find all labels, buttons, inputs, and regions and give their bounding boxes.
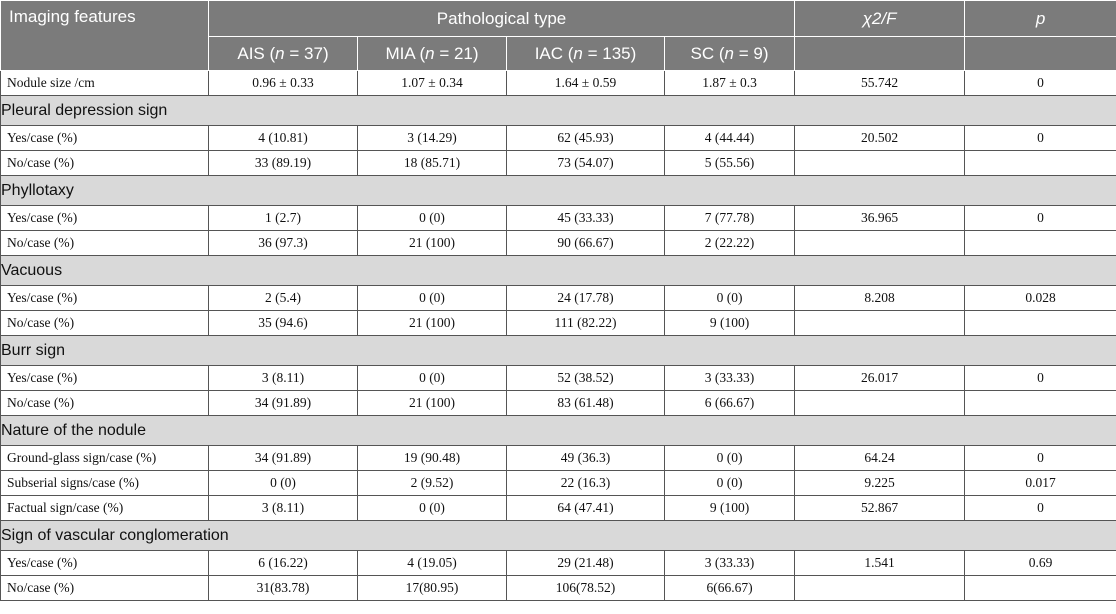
table-row [1, 366, 1116, 391]
cell-p [965, 231, 1116, 256]
cell-iac: 52 (38.52) [507, 366, 665, 391]
cell-ais: 1 (2.7) [209, 206, 358, 231]
cell-iac: 111 (82.22) [507, 311, 665, 336]
cell-chi: 36.965 [795, 206, 965, 231]
cell-mia: 0 (0) [358, 496, 507, 521]
table-row [1, 446, 1116, 471]
section-title-pleural-depression: Pleural depression sign [1, 96, 1116, 126]
cell-ais: 0 (0) [209, 471, 358, 496]
section-title-vacuous: Vacuous [1, 256, 1116, 286]
header-blank-chi [795, 37, 965, 71]
cell-iac: 64 (47.41) [507, 496, 665, 521]
row-label: No/case (%) [1, 576, 209, 601]
cell-iac: 73 (54.07) [507, 151, 665, 176]
cell-p [965, 391, 1116, 416]
cell-ais: 33 (89.19) [209, 151, 358, 176]
cell-ais: 2 (5.4) [209, 286, 358, 311]
cell-chi: 1.541 [795, 551, 965, 576]
cell-iac: 45 (33.33) [507, 206, 665, 231]
section-title-vascular-conglomeration: Sign of vascular conglomeration [1, 521, 1116, 551]
section-row [1, 336, 1116, 366]
section-title-phyllotaxy: Phyllotaxy [1, 176, 1116, 206]
cell-chi: 8.208 [795, 286, 965, 311]
table-row [1, 231, 1116, 256]
cell-mia: 4 (19.05) [358, 551, 507, 576]
cell-sc: 3 (33.33) [665, 551, 795, 576]
cell-mia: 3 (14.29) [358, 126, 507, 151]
cell-ais: 3 (8.11) [209, 366, 358, 391]
cell-sc: 0 (0) [665, 446, 795, 471]
cell-chi: 9.225 [795, 471, 965, 496]
table-row [1, 551, 1116, 576]
cell-mia: 21 (100) [358, 311, 507, 336]
cell-ais: 31(83.78) [209, 576, 358, 601]
cell-chi: 64.24 [795, 446, 965, 471]
row-label: No/case (%) [1, 311, 209, 336]
row-label: Subserial signs/case (%) [1, 471, 209, 496]
row-label: Yes/case (%) [1, 126, 209, 151]
cell-iac: 29 (21.48) [507, 551, 665, 576]
cell-sc: 0 (0) [665, 471, 795, 496]
cell-p: 0.028 [965, 286, 1116, 311]
cell-mia: 1.07 ± 0.34 [358, 71, 507, 96]
cell-chi: 52.867 [795, 496, 965, 521]
table-row [1, 496, 1116, 521]
cell-mia: 19 (90.48) [358, 446, 507, 471]
row-label: No/case (%) [1, 231, 209, 256]
cell-sc: 5 (55.56) [665, 151, 795, 176]
header-pathological-type: Pathological type [209, 1, 795, 37]
row-label: Yes/case (%) [1, 366, 209, 391]
table-row [1, 126, 1116, 151]
cell-mia: 0 (0) [358, 366, 507, 391]
cell-chi: 55.742 [795, 71, 965, 96]
header-type-iac: IAC (n = 135) [507, 37, 665, 71]
section-row [1, 416, 1116, 446]
cell-p [965, 311, 1116, 336]
cell-chi [795, 311, 965, 336]
table-row [1, 206, 1116, 231]
cell-mia: 0 (0) [358, 206, 507, 231]
cell-sc: 2 (22.22) [665, 231, 795, 256]
cell-sc: 9 (100) [665, 311, 795, 336]
table-row [1, 71, 1116, 96]
cell-ais: 4 (10.81) [209, 126, 358, 151]
cell-mia: 2 (9.52) [358, 471, 507, 496]
cell-sc: 6(66.67) [665, 576, 795, 601]
cell-sc: 6 (66.67) [665, 391, 795, 416]
cell-sc: 4 (44.44) [665, 126, 795, 151]
cell-mia: 18 (85.71) [358, 151, 507, 176]
header-type-sc: SC (n = 9) [665, 37, 795, 71]
cell-p: 0 [965, 496, 1116, 521]
cell-iac: 24 (17.78) [507, 286, 665, 311]
cell-sc: 1.87 ± 0.3 [665, 71, 795, 96]
row-label: Ground-glass sign/case (%) [1, 446, 209, 471]
section-title-burr-sign: Burr sign [1, 336, 1116, 366]
table-row [1, 471, 1116, 496]
cell-mia: 17(80.95) [358, 576, 507, 601]
cell-mia: 21 (100) [358, 231, 507, 256]
cell-ais: 3 (8.11) [209, 496, 358, 521]
cell-iac: 62 (45.93) [507, 126, 665, 151]
section-row [1, 96, 1116, 126]
header-imaging-features: Imaging features [1, 1, 209, 71]
cell-chi: 26.017 [795, 366, 965, 391]
header-chi2-f: χ2/F [795, 1, 965, 37]
table-row [1, 391, 1116, 416]
cell-p: 0.017 [965, 471, 1116, 496]
cell-chi [795, 576, 965, 601]
cell-iac: 22 (16.3) [507, 471, 665, 496]
cell-chi: 20.502 [795, 126, 965, 151]
cell-mia: 21 (100) [358, 391, 507, 416]
table-row [1, 151, 1116, 176]
row-label: Factual sign/case (%) [1, 496, 209, 521]
cell-p: 0 [965, 126, 1116, 151]
cell-ais: 6 (16.22) [209, 551, 358, 576]
cell-p [965, 151, 1116, 176]
section-row [1, 176, 1116, 206]
row-label: Yes/case (%) [1, 286, 209, 311]
header-row-1 [1, 1, 1116, 37]
header-type-mia: MIA (n = 21) [358, 37, 507, 71]
cell-sc: 0 (0) [665, 286, 795, 311]
section-row [1, 256, 1116, 286]
cell-mia: 0 (0) [358, 286, 507, 311]
row-label: Nodule size /cm [1, 71, 209, 96]
cell-sc: 7 (77.78) [665, 206, 795, 231]
row-label: No/case (%) [1, 391, 209, 416]
cell-chi [795, 391, 965, 416]
row-label: Yes/case (%) [1, 206, 209, 231]
cell-p [965, 576, 1116, 601]
cell-sc: 9 (100) [665, 496, 795, 521]
cell-ais: 0.96 ± 0.33 [209, 71, 358, 96]
table-row [1, 286, 1116, 311]
cell-p: 0 [965, 366, 1116, 391]
cell-p: 0.69 [965, 551, 1116, 576]
cell-iac: 83 (61.48) [507, 391, 665, 416]
cell-iac: 90 (66.67) [507, 231, 665, 256]
section-row [1, 521, 1116, 551]
row-label: Yes/case (%) [1, 551, 209, 576]
cell-p: 0 [965, 71, 1116, 96]
header-p: p [965, 1, 1116, 37]
cell-chi [795, 151, 965, 176]
cell-ais: 36 (97.3) [209, 231, 358, 256]
cell-p: 0 [965, 446, 1116, 471]
cell-ais: 34 (91.89) [209, 391, 358, 416]
cell-p: 0 [965, 206, 1116, 231]
cell-iac: 1.64 ± 0.59 [507, 71, 665, 96]
section-title-nature-of-nodule: Nature of the nodule [1, 416, 1116, 446]
cell-ais: 35 (94.6) [209, 311, 358, 336]
cell-iac: 106(78.52) [507, 576, 665, 601]
cell-iac: 49 (36.3) [507, 446, 665, 471]
cell-chi [795, 231, 965, 256]
table-row [1, 576, 1116, 601]
header-blank-p [965, 37, 1116, 71]
cell-sc: 3 (33.33) [665, 366, 795, 391]
row-label: No/case (%) [1, 151, 209, 176]
header-type-ais: AIS (n = 37) [209, 37, 358, 71]
table-row [1, 311, 1116, 336]
cell-ais: 34 (91.89) [209, 446, 358, 471]
